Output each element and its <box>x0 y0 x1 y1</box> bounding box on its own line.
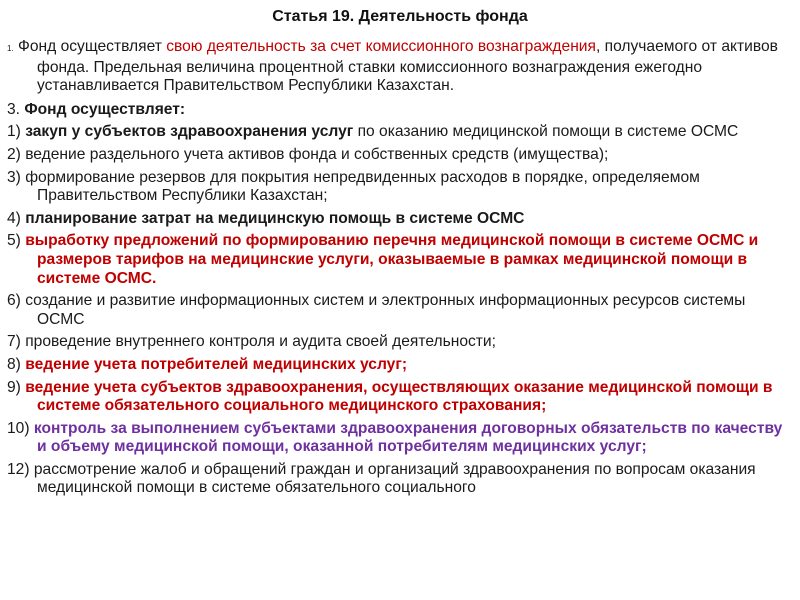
list-item-5-highlight: выработку предложений по формированию перечня медицинской помощи в системе ОСМС и размеров тарифов на медицинские услуги, оказываемые в рамках медицинской помощи в системе ОСМС. <box>25 232 759 287</box>
paragraph-3: 3. Фонд осуществляет: <box>7 100 186 118</box>
list-item-12: 12) рассмотрение жалоб и обращений граждан и организаций здравоохранения по вопросам оказания медицинской помощи в системе обязательного социального <box>7 460 756 497</box>
list-item-10-highlight: контроль за выполнением субъектами здравоохранения договорных обязательств по качеству и объему медицинской помощи, оказанной потребителям медицинских услуг; <box>33 419 783 456</box>
list-item-8-highlight: ведение учета потребителей медицинских услуг; <box>25 355 408 373</box>
slide-title: Статья 19. Деятельность фонда <box>272 8 528 25</box>
list-item-6: 6) создание и развитие информационных систем и электронных информационных ресурсов системы ОСМС <box>7 292 746 328</box>
paragraph-1-highlight: свою деятельность за счет комиссионного вознаграждения <box>166 38 596 55</box>
paragraph-1-number: 1. <box>7 44 14 53</box>
paragraph-1: 1. Фонд осуществляет свою деятельность за счет комиссионного вознаграждения, получаемого от активов фонда. Предельная величина процентной ставки комиссионного вознаграждения ежегодно устанавливается Правительством Республики Казахстан. <box>7 38 778 95</box>
list-item-1: 1) закуп у субъектов здравоохранения услуг по оказанию медицинской помощи в системе ОСМС <box>7 123 739 141</box>
list-item-9: 9) ведение учета субъектов здравоохранения, осуществляющих оказание медицинской помощи в системе обязательного социального медицинского страхования; <box>7 378 773 415</box>
article-body <box>7 38 795 502</box>
list-item-7: 7) проведение внутреннего контроля и аудита своей деятельности; <box>7 333 496 351</box>
list-item-1-bold: закуп у субъектов здравоохранения услуг <box>25 123 354 141</box>
list-item-4: 4) планирование затрат на медицинскую помощь в системе ОСМС <box>7 209 525 227</box>
paragraph-3-heading: Фонд осуществляет: <box>24 100 186 118</box>
list-item-4-bold: планирование затрат на медицинскую помощь в системе ОСМС <box>25 209 525 227</box>
list-item-2: 2) ведение раздельного учета активов фонда и собственных средств (имущества); <box>7 145 609 163</box>
list-item-5: 5) выработку предложений по формированию перечня медицинской помощи в системе ОСМС и размеров тарифов на медицинские услуги, оказываемые в рамках медицинской помощи в системе ОСМС. <box>7 232 759 287</box>
list-item-9-highlight: ведение учета субъектов здравоохранения, осуществляющих оказание медицинской помощи в системе обязательного социального медицинского страхования; <box>25 378 773 415</box>
list-item-10: 10) контроль за выполнением субъектами здравоохранения договорных обязательств по качеству и объему медицинской помощи, оказанной потребителям медицинских услуг; <box>7 419 783 456</box>
list-item-8: 8) ведение учета потребителей медицинских услуг; <box>7 355 408 373</box>
list-item-3: 3) формирование резервов для покрытия непредвиденных расходов в порядке, определяемом Правительством Республики Казахстан; <box>7 168 700 205</box>
